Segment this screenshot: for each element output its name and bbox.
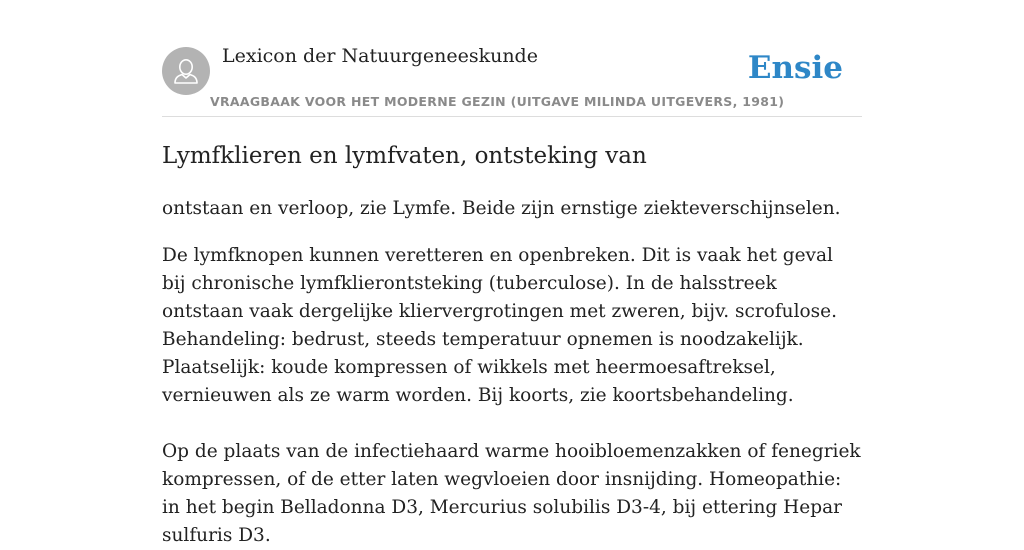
entry-paragraph: Op de plaats van de infectiehaard warme hooibloemenzakken of fenegriek kompressen, of de etter laten wegvloeien door insnijding. Homeopathie: in het begin Belladonna D3, Mercurius solubilis D3-4, bij ettering Hepar sulfuris D3. bbox=[162, 441, 861, 546]
source-title[interactable]: Lexicon der Natuurgeneeskunde bbox=[222, 45, 538, 67]
article-page bbox=[162, 0, 862, 546]
source-header bbox=[162, 0, 862, 117]
entry-paragraph: ontstaan en verloop, zie Lymfe. Beide zijn ernstige ziekteverschijnselen. bbox=[162, 198, 841, 219]
person-outline-icon bbox=[162, 47, 210, 95]
entry-paragraph: De lymfknopen kunnen veretteren en openbreken. Dit is vaak het geval bij chronische lymfklierontsteking (tuberculose). In de halsstreek ontstaan vaak dergelijke kliervergrotingen met zweren, bijv. scrofulose. Behandeling: bedrust, steeds temperatuur opnemen is noodzakelijk. Plaatselijk: koude kompressen of wikkels met heermoesaftreksel, vernieuwen als ze warm worden. Bij koorts, zie koortsbehandeling. bbox=[162, 245, 837, 406]
ensie-logo[interactable]: Ensie bbox=[747, 50, 843, 86]
entry-title: Lymfklieren en lymfvaten, ontsteking van bbox=[162, 143, 647, 169]
user-avatar-icon[interactable] bbox=[162, 47, 210, 95]
source-subtitle: VRAAGBAAK VOOR HET MODERNE GEZIN (UITGAVE MILINDA UITGEVERS, 1981) bbox=[210, 94, 785, 109]
